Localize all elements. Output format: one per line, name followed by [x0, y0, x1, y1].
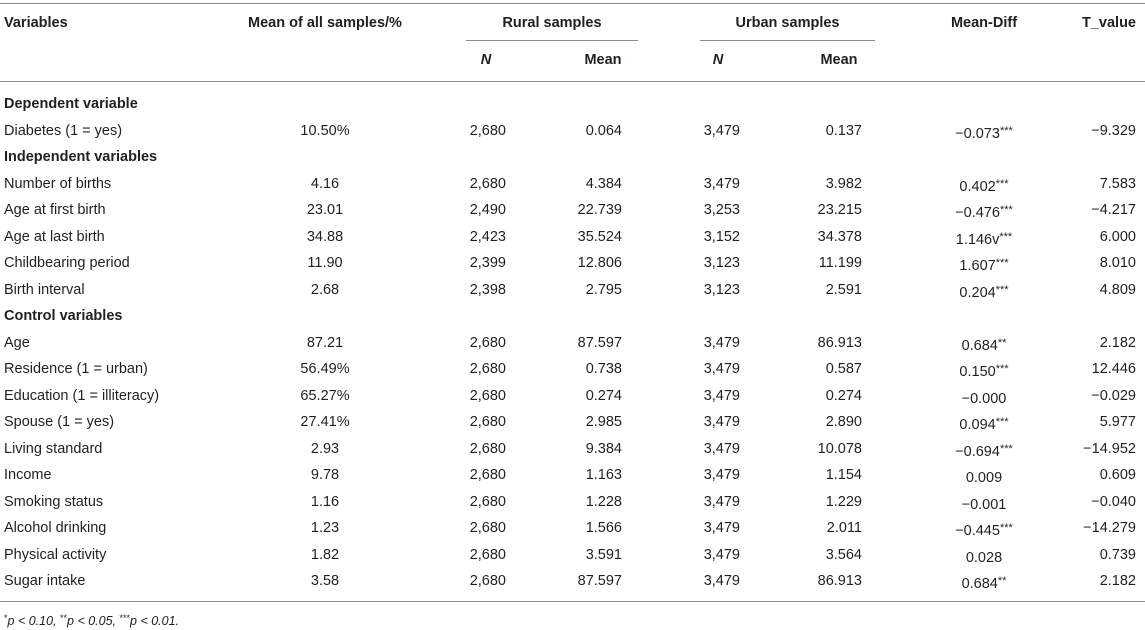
row-rural-mean: 0.738	[585, 361, 622, 377]
row-mean-diff	[920, 413, 1048, 434]
row-rural-mean: 1.228	[585, 494, 622, 510]
row-mean-diff	[920, 334, 1048, 355]
table-row	[0, 224, 1145, 250]
row-rural-mean: 0.064	[585, 123, 622, 139]
row-urban-mean: 23.215	[817, 202, 862, 218]
table-top-rule	[0, 3, 1145, 4]
row-urban-n: 3,123	[703, 282, 740, 298]
row-mean-diff	[920, 572, 1048, 593]
row-label: Education (1 = illiteracy)	[4, 388, 160, 404]
header-urban: Urban samples	[735, 15, 840, 31]
table-row	[0, 489, 1145, 515]
footnote-star-3: ***	[119, 613, 131, 623]
row-mean-diff-value: 0.684	[961, 338, 998, 354]
row-t-value: −14.952	[1083, 441, 1136, 457]
row-t-value: 2.182	[1099, 335, 1136, 351]
row-significance-stars: ***	[999, 125, 1013, 137]
row-t-value: −9.329	[1091, 123, 1136, 139]
row-label: Income	[4, 467, 52, 483]
row-rural-n: 2,680	[469, 494, 506, 510]
row-mean-all: 23.01	[306, 202, 344, 218]
row-mean-all: 2.93	[310, 441, 340, 457]
row-rural-n: 2,680	[469, 176, 506, 192]
row-t-value: −0.040	[1091, 494, 1136, 510]
row-mean-all: 87.21	[306, 335, 344, 351]
row-urban-n: 3,123	[703, 255, 740, 271]
row-mean-all: 4.16	[310, 176, 340, 192]
row-label: Physical activity	[4, 547, 107, 563]
table-row	[0, 568, 1145, 594]
header-urban-n: N	[712, 52, 724, 68]
row-mean-diff-value: 0.094	[959, 417, 996, 433]
row-urban-mean: 86.913	[817, 335, 862, 351]
row-mean-all: 10.50%	[300, 123, 350, 139]
row-rural-n: 2,680	[469, 123, 506, 139]
row-mean-all: 56.49%	[300, 361, 350, 377]
row-t-value: 5.977	[1099, 414, 1136, 430]
row-mean-diff-value: −0.001	[961, 497, 1007, 513]
row-rural-mean: 1.163	[585, 467, 622, 483]
footnote-text-3: p < 0.01.	[130, 614, 180, 628]
table-row	[0, 515, 1145, 541]
row-mean-diff-value: 0.204	[959, 285, 996, 301]
row-rural-mean: 0.274	[585, 388, 622, 404]
header-urban-mean: Mean	[820, 52, 858, 68]
row-urban-n: 3,479	[703, 414, 740, 430]
row-urban-n: 3,479	[703, 123, 740, 139]
row-mean-diff-value: 0.402	[959, 179, 996, 195]
row-t-value: −0.029	[1091, 388, 1136, 404]
row-urban-n: 3,479	[703, 520, 740, 536]
row-t-value: 8.010	[1099, 255, 1136, 271]
row-urban-mean: 0.137	[825, 123, 862, 139]
table-row	[0, 197, 1145, 223]
row-mean-diff-value: −0.694	[955, 444, 1000, 460]
row-rural-n: 2,680	[469, 361, 506, 377]
row-rural-mean: 87.597	[577, 573, 622, 589]
row-rural-n: 2,680	[469, 547, 506, 563]
row-significance-stars: ***	[995, 416, 1009, 428]
row-label: Age at last birth	[4, 229, 105, 245]
row-urban-mean: 34.378	[817, 229, 862, 245]
row-significance-stars: ***	[995, 284, 1009, 296]
row-urban-n: 3,479	[703, 388, 740, 404]
row-mean-diff	[920, 201, 1048, 222]
row-significance-stars: ***	[999, 522, 1013, 534]
row-mean-diff	[920, 519, 1048, 540]
row-rural-mean: 3.591	[585, 547, 622, 563]
section-control: Control variables	[4, 308, 123, 324]
row-label: Smoking status	[4, 494, 104, 510]
row-urban-mean: 3.564	[825, 547, 862, 563]
row-label: Diabetes (1 = yes)	[4, 123, 123, 139]
row-t-value: 2.182	[1099, 573, 1136, 589]
row-rural-mean: 22.739	[577, 202, 622, 218]
table-row	[0, 409, 1145, 435]
row-rural-mean: 35.524	[577, 229, 622, 245]
row-mean-all: 27.41%	[300, 414, 350, 430]
row-mean-all: 2.68	[310, 282, 340, 298]
row-label: Childbearing period	[4, 255, 130, 271]
row-urban-mean: 2.890	[825, 414, 862, 430]
row-rural-n: 2,680	[469, 441, 506, 457]
header-rural-mean: Mean	[584, 52, 622, 68]
row-t-value: 4.809	[1099, 282, 1136, 298]
header-variables: Variables	[4, 15, 68, 31]
row-urban-mean: 11.199	[818, 255, 862, 271]
row-rural-mean: 9.384	[585, 441, 622, 457]
header-rural-n: N	[480, 52, 492, 68]
table-row	[0, 250, 1145, 276]
footnote	[4, 610, 179, 629]
row-mean-diff	[920, 254, 1048, 275]
row-urban-mean: 2.591	[825, 282, 862, 298]
row-mean-all: 1.23	[310, 520, 340, 536]
row-significance-stars: **	[997, 575, 1007, 587]
row-rural-n: 2,680	[469, 467, 506, 483]
row-label: Birth interval	[4, 282, 85, 298]
row-mean-diff	[920, 175, 1048, 196]
row-mean-all: 1.82	[310, 547, 340, 563]
row-significance-stars: ***	[995, 178, 1009, 190]
row-urban-n: 3,479	[703, 361, 740, 377]
row-rural-n: 2,680	[469, 573, 506, 589]
table-bottom-rule	[0, 601, 1145, 602]
row-label: Age	[4, 335, 30, 351]
table-row	[0, 542, 1145, 568]
row-mean-all: 1.16	[310, 494, 340, 510]
table-row	[0, 277, 1145, 303]
row-mean-all: 9.78	[310, 467, 340, 483]
table-row	[0, 436, 1145, 462]
row-significance-stars: **	[997, 337, 1007, 349]
row-mean-diff-value: −0.073	[955, 126, 1000, 142]
header-rural: Rural samples	[502, 15, 602, 31]
table-row	[0, 356, 1145, 382]
row-urban-n: 3,479	[703, 573, 740, 589]
row-urban-mean: 86.913	[817, 573, 862, 589]
row-urban-n: 3,479	[703, 441, 740, 457]
row-urban-n: 3,479	[703, 547, 740, 563]
row-urban-n: 3,479	[703, 494, 740, 510]
row-rural-mean: 87.597	[577, 335, 622, 351]
row-t-value: 0.609	[1099, 467, 1136, 483]
table-row	[0, 462, 1145, 488]
row-t-value: −4.217	[1091, 202, 1136, 218]
row-label: Age at first birth	[4, 202, 106, 218]
row-mean-diff-value: −0.476	[955, 205, 1000, 221]
row-mean-diff-value: 0.009	[965, 470, 1003, 486]
row-urban-mean: 1.229	[825, 494, 862, 510]
footnote-text-1: p < 0.10,	[7, 614, 60, 628]
rural-group-rule	[466, 40, 638, 41]
header-t-value: T_value	[1082, 15, 1136, 31]
row-rural-n: 2,423	[469, 229, 506, 245]
row-mean-diff	[920, 546, 1048, 567]
row-t-value: 6.000	[1099, 229, 1136, 245]
row-urban-mean: 2.011	[826, 520, 862, 536]
row-rural-n: 2,680	[469, 335, 506, 351]
row-t-value: 7.583	[1099, 176, 1136, 192]
row-urban-n: 3,479	[703, 335, 740, 351]
row-urban-n: 3,479	[703, 467, 740, 483]
row-mean-diff-value: 0.684	[961, 576, 998, 592]
row-significance-stars: ***	[999, 204, 1013, 216]
row-label: Residence (1 = urban)	[4, 361, 148, 377]
row-rural-n: 2,680	[469, 388, 506, 404]
row-rural-n: 2,398	[469, 282, 506, 298]
row-mean-diff-value: 0.150	[959, 364, 996, 380]
row-urban-n: 3,479	[703, 176, 740, 192]
row-mean-diff-value: −0.000	[961, 391, 1007, 407]
row-significance-stars: ***	[995, 257, 1009, 269]
row-rural-mean: 2.795	[585, 282, 622, 298]
row-mean-all: 34.88	[306, 229, 344, 245]
row-rural-mean: 1.566	[585, 520, 622, 536]
row-mean-diff	[920, 360, 1048, 381]
table-row	[0, 383, 1145, 409]
header-bottom-rule	[0, 81, 1145, 82]
row-mean-diff	[920, 440, 1048, 461]
row-mean-all: 11.90	[307, 255, 343, 271]
row-mean-diff	[920, 387, 1048, 408]
row-t-value: −14.279	[1083, 520, 1136, 536]
table-row	[0, 330, 1145, 356]
row-significance-stars: ***	[995, 363, 1009, 375]
row-rural-mean: 2.985	[585, 414, 622, 430]
row-label: Living standard	[4, 441, 103, 457]
row-mean-diff-value: 1.607	[959, 258, 996, 274]
row-mean-diff-value: 1.146v	[955, 232, 1000, 248]
footnote-star-2: **	[60, 613, 68, 623]
row-urban-mean: 0.587	[825, 361, 862, 377]
table-row	[0, 171, 1145, 197]
row-rural-n: 2,680	[469, 520, 506, 536]
table-row	[0, 118, 1145, 144]
row-t-value: 0.739	[1099, 547, 1136, 563]
footnote-text-2: p < 0.05,	[67, 614, 120, 628]
row-label: Sugar intake	[4, 573, 86, 589]
row-t-value: 12.446	[1091, 361, 1136, 377]
row-mean-diff	[920, 493, 1048, 514]
section-independent: Independent variables	[4, 149, 158, 165]
row-urban-n: 3,253	[703, 202, 740, 218]
row-mean-all: 65.27%	[300, 388, 350, 404]
row-mean-diff	[920, 466, 1048, 487]
row-rural-mean: 4.384	[585, 176, 622, 192]
row-mean-diff	[920, 281, 1048, 302]
row-mean-diff	[920, 228, 1048, 249]
row-mean-diff-value: −0.445	[955, 523, 1000, 539]
header-mean-all: Mean of all samples/%	[248, 15, 402, 31]
footnote-star-1: *	[4, 613, 8, 623]
row-label: Spouse (1 = yes)	[4, 414, 115, 430]
row-rural-n: 2,399	[469, 255, 506, 271]
row-significance-stars: ***	[999, 231, 1013, 243]
row-mean-all: 3.58	[310, 573, 340, 589]
row-urban-mean: 1.154	[825, 467, 862, 483]
row-rural-n: 2,680	[469, 414, 506, 430]
row-rural-n: 2,490	[469, 202, 506, 218]
row-rural-mean: 12.806	[577, 255, 622, 271]
row-urban-mean: 3.982	[825, 176, 862, 192]
row-urban-n: 3,152	[703, 229, 740, 245]
row-significance-stars: ***	[999, 443, 1013, 455]
section-dependent: Dependent variable	[4, 96, 138, 112]
row-mean-diff	[920, 122, 1048, 143]
row-label: Alcohol drinking	[4, 520, 107, 536]
row-urban-mean: 10.078	[817, 441, 862, 457]
row-urban-mean: 0.274	[825, 388, 862, 404]
row-mean-diff-value: 0.028	[965, 550, 1003, 566]
header-mean-diff: Mean-Diff	[950, 15, 1018, 31]
urban-group-rule	[700, 40, 875, 41]
row-label: Number of births	[4, 176, 112, 192]
